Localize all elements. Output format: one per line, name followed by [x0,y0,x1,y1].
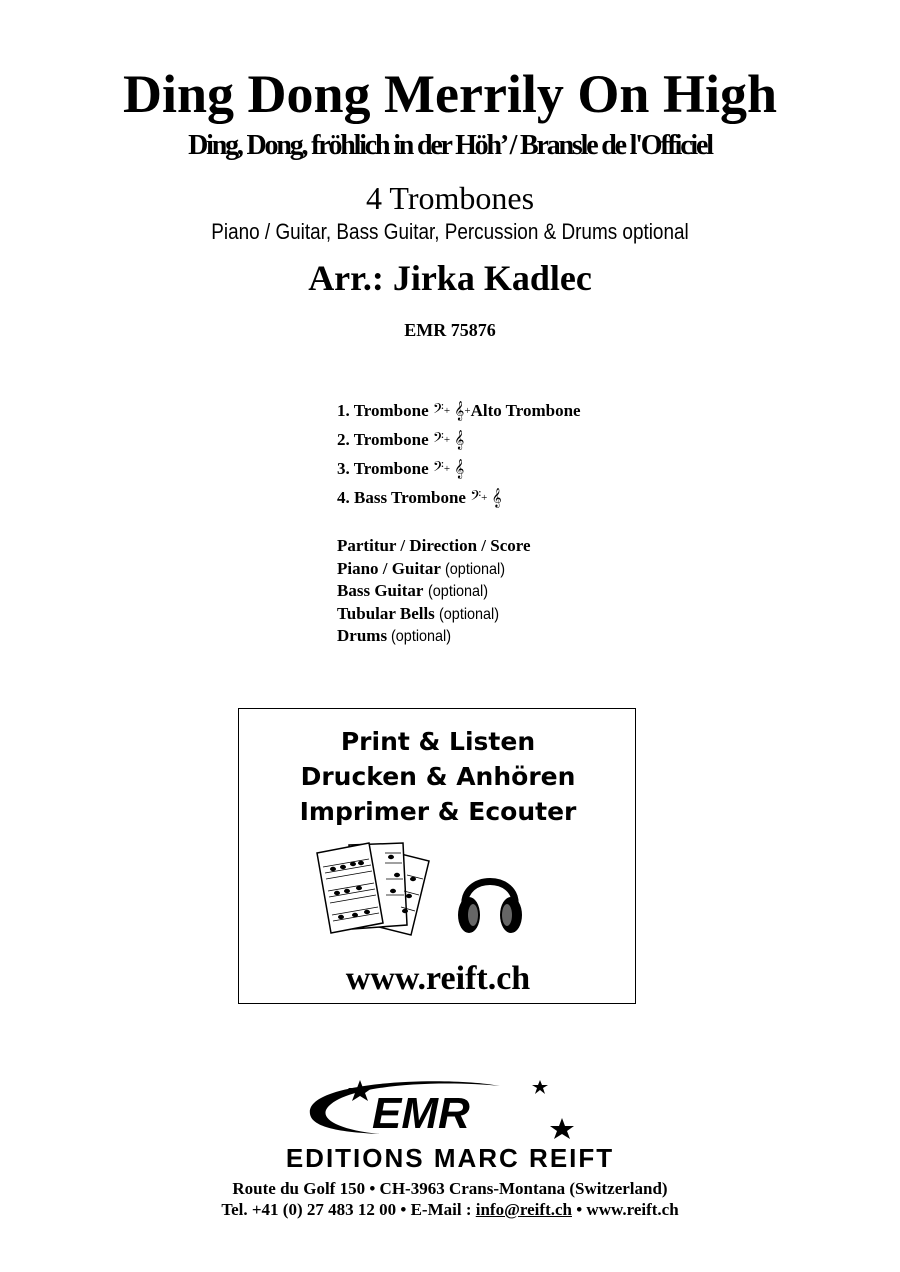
part-label: 4. Bass Trombone [337,488,466,507]
plus-sign: + [443,463,451,475]
extra-item [337,625,531,648]
treble-clef-icon: 𝄞 [454,459,465,479]
emr-logo [300,1074,580,1146]
extra-note: (optional) [439,605,500,623]
part-label: 1. Trombone [337,401,429,420]
phone-text: Tel. +41 (0) 27 483 12 00 • E-Mail : [221,1200,476,1219]
extra-item [337,558,531,581]
plus-sign: + [481,492,488,504]
publisher-address: Route du Golf 150 • CH-3963 Crans-Montana (Switzerland) [232,1179,668,1198]
promo-line-fr: Imprimer & Ecouter [299,797,577,826]
treble-clef-icon: 𝄞 [454,430,465,450]
extra-item [337,535,531,558]
bass-clef-icon: 𝄢 [432,401,444,421]
promo-line-en: Print & Listen [340,727,536,756]
treble-clef-icon: 𝄞 [491,488,502,508]
print-listen-box [238,708,636,1004]
extra-name: Bass Guitar [337,581,424,600]
subtitle: Ding, Dong, fröhlich in der Höh’ / Bransle de l'Officiel [188,130,712,161]
extra-note: (optional) [445,560,506,578]
plus-sign: + [464,405,471,417]
extra-name: Drums [337,626,388,645]
part-label: 2. Trombone [337,430,429,449]
email-link[interactable]: info@reift.ch [475,1200,572,1219]
part-item [337,398,581,427]
publisher-name: EDITIONS MARC REIFT [285,1143,615,1173]
extra-note: (optional) [427,583,488,600]
part-item [337,485,581,514]
extra-item [337,580,531,603]
logo-text: EMR [372,1089,470,1138]
contact-line [0,1199,900,1221]
headphones-icon [455,859,525,939]
part-item [337,427,581,456]
treble-clef-icon: 𝄞 [454,401,465,421]
part-label: 3. Trombone [337,459,429,478]
part-suffix: Alto Trombone [470,401,581,420]
website-text: • www.reift.ch [571,1200,679,1219]
instrumentation: 4 Trombones [365,180,535,216]
plus-sign: + [443,405,451,417]
bass-clef-icon: 𝄢 [432,459,444,479]
extra-name: Piano / Guitar [337,558,441,578]
part-item [337,456,581,485]
website-url[interactable]: www.reift.ch [345,960,531,997]
plus-sign: + [443,434,451,446]
extra-name: Partitur / Direction / Score [337,536,531,555]
title: Ding Dong Merrily On High [122,64,777,124]
catalog-number: EMR 75876 [404,320,496,340]
extra-parts-list [337,535,531,648]
extra-item [337,603,531,626]
parts-list [337,398,581,514]
promo-line-de: Drucken & Anhören [300,762,576,791]
optional-instruments: Piano / Guitar, Bass Guitar, Percussion & Drums optional [211,219,689,244]
extra-name: Tubular Bells [337,603,435,623]
sheet-music-icon [311,839,441,939]
extra-note: (optional) [391,628,452,645]
arranger: Arr.: Jirka Kadlec [308,258,592,298]
bass-clef-icon: 𝄢 [432,430,444,450]
bass-clef-icon: 𝄢 [470,488,482,508]
